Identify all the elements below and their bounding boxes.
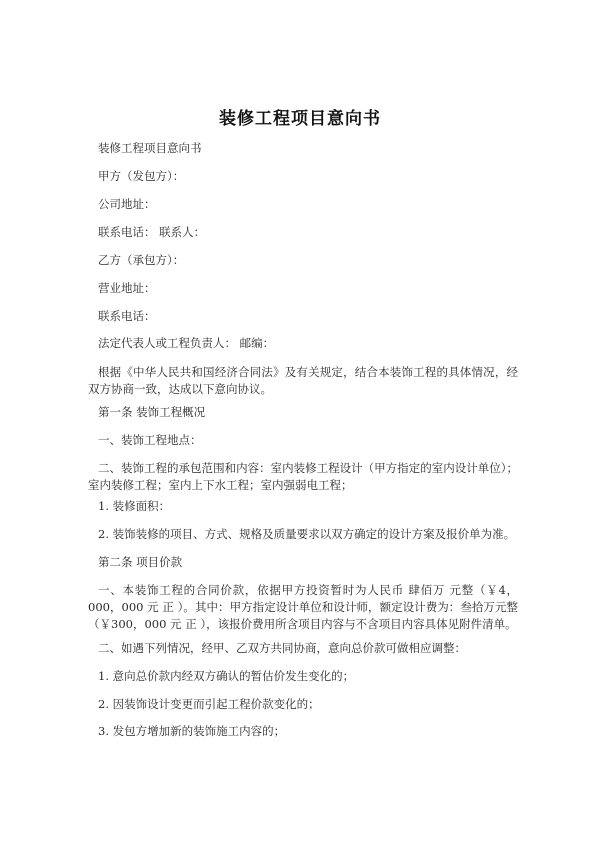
specification-item: 2. 装饰装修的项目、方式、规格及质量要求以双方确定的设计方案及报价单为准。 (98, 527, 516, 541)
legal-rep-label: 法定代表人或工程负责人： 邮编： (98, 336, 275, 350)
adjustment-case-2: 2. 因装饰设计变更而引起工程价款变化的； (98, 697, 320, 711)
preamble-paragraph: 根据《中华人民共和国经济合同法》及有关规定，结合本装饰工程的具体情况，经双方协商一致，达成以下意向协议。 (88, 365, 518, 396)
party-a-contact-label: 联系电话： 联系人： (98, 225, 206, 239)
project-scope-paragraph: 二、装饰工程的承包范围和内容：室内装修工程设计（甲方指定的室内设计单位）；室内装修工程；室内上下水工程；室内强弱电工程； (88, 461, 518, 492)
company-address-label: 公司地址： (98, 197, 156, 211)
party-a-label: 甲方（发包方）： (98, 169, 185, 183)
document-title: 装修工程项目意向书 (219, 109, 381, 129)
contract-price-paragraph: 一、本装饰工程的合同价款，依据甲方投资暂时为人民币 肆佰万 元整（￥4，000，000 元 正 ）。其中：甲方指定设计单位和设计师，额定设计费为：叁拾万元整（￥300，000 元 正 ），该报价费用所含项目内容与不含项目内容具体见附件清单。 (88, 583, 518, 631)
subtitle: 装修工程项目意向书 (98, 141, 202, 155)
area-item: 1. 装修面积： (98, 499, 171, 513)
party-b-label: 乙方（承包方）： (98, 253, 185, 267)
adjustment-case-3: 3. 发包方增加新的装饰施工内容的； (98, 724, 286, 738)
business-address-label: 营业地址： (98, 281, 156, 295)
article-1-heading: 第一条 装饰工程概况 (98, 405, 206, 419)
adjustment-case-1: 1. 意向总价款内经双方确认的暂估价发生变化的； (98, 669, 355, 683)
article-2-heading: 第二条 项目价款 (98, 555, 183, 569)
project-location-item: 一、装饰工程地点： (98, 433, 202, 447)
price-adjustment-item: 二、如遇下列情况，经甲、乙双方共同协商，意向总价款可做相应调整： (98, 641, 466, 655)
party-b-phone-label: 联系电话： (98, 309, 156, 323)
